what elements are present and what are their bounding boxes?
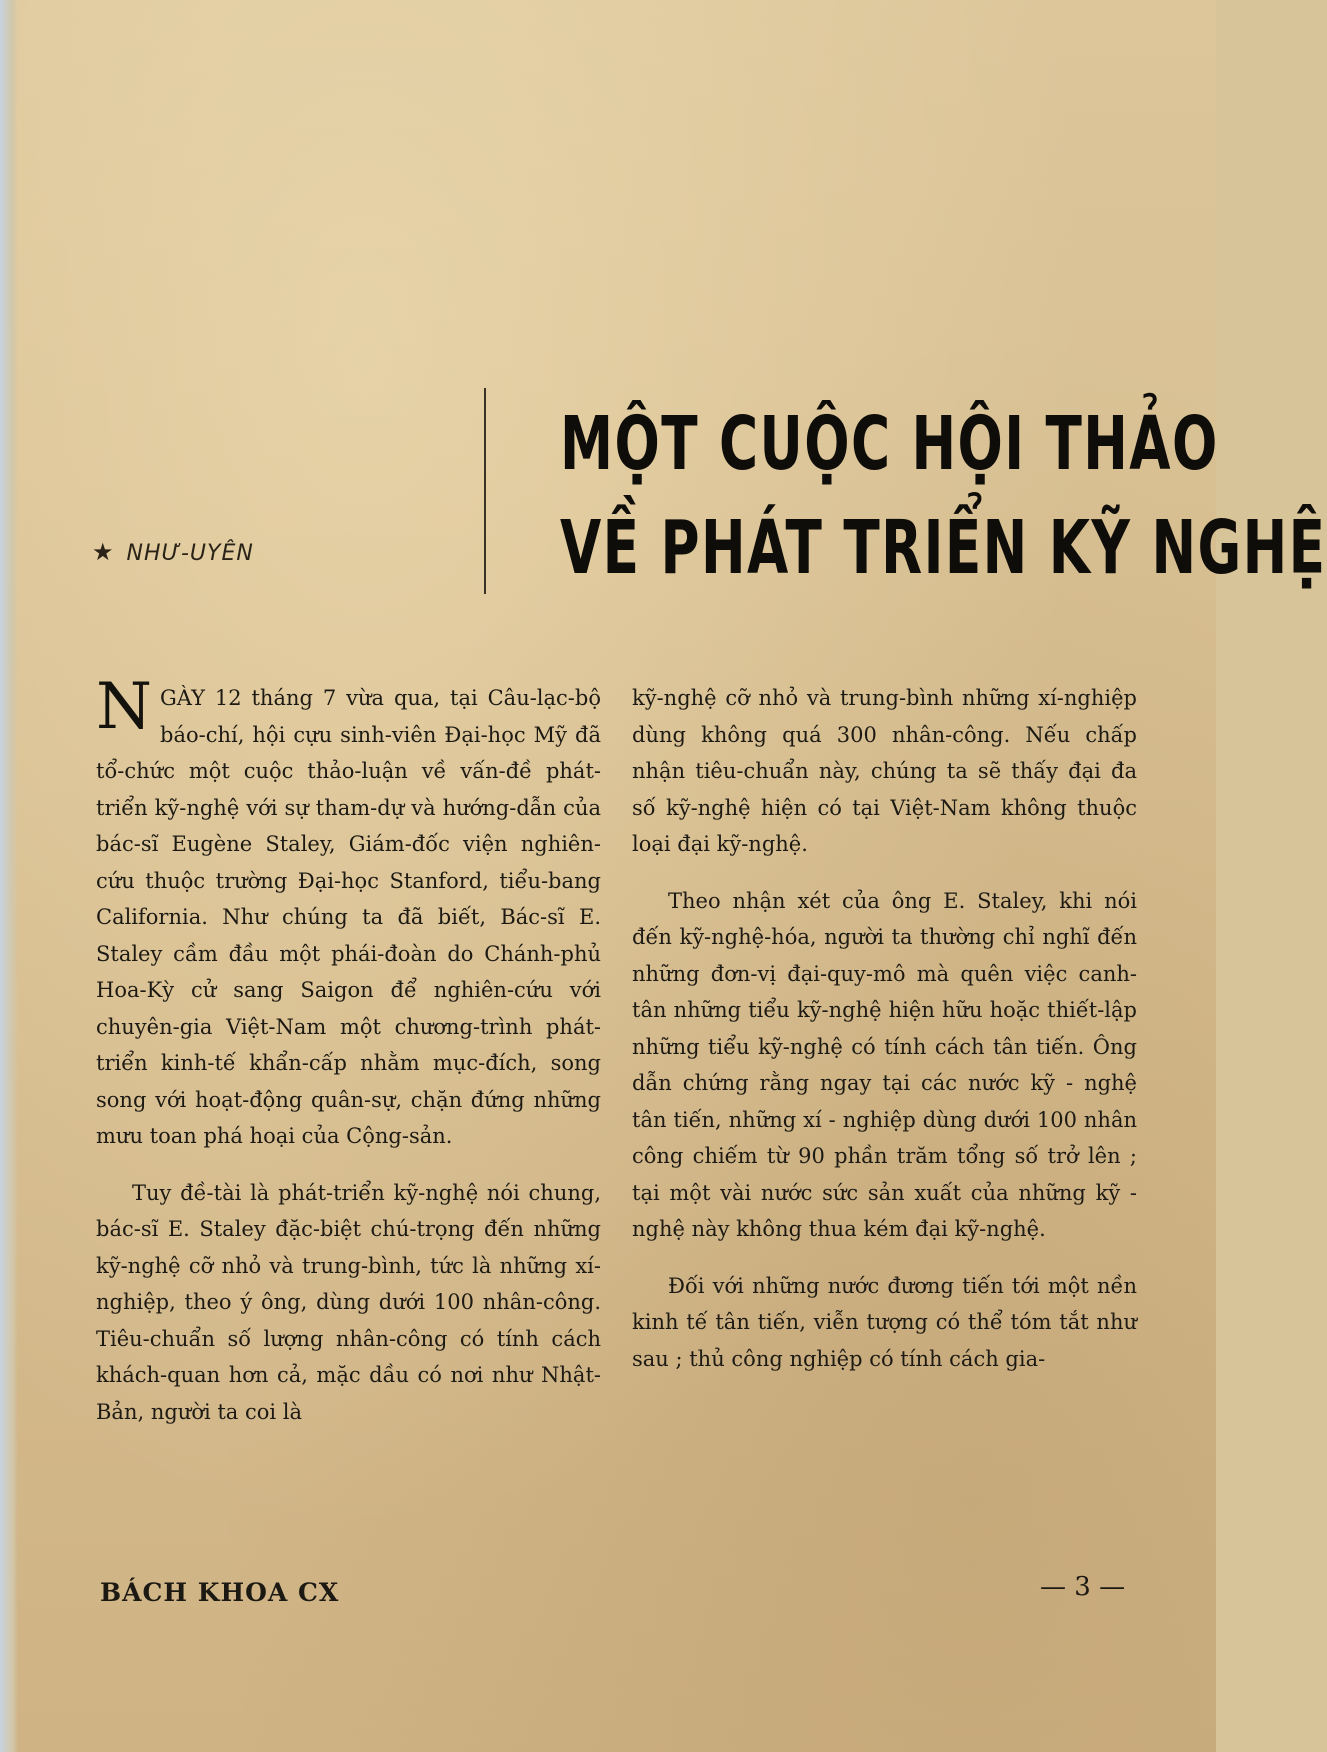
publication-name: BÁCH KHOA CX [100, 1578, 340, 1607]
author-name: NHƯ-UYÊN [126, 541, 254, 566]
drop-cap: N [96, 670, 152, 744]
article-title [560, 392, 1327, 600]
paragraph: Theo nhận xét của ông E. Staley, khi nói đến kỹ-nghệ-hóa, người ta thường chỉ nghĩ đến những đơn-vị đại-quy-mô mà quên việc canh-tân những tiểu kỹ-nghệ hiện hữu hoặc thiết-lập những tiểu kỹ-nghệ có tính cách tân tiến. Ông dẫn chứng rằng ngay tại các nước kỹ - nghệ tân tiến, những xí - nghiệp dùng dưới 100 nhân công chiếm từ 90 phần trăm tổng số trở lên ; tại một vài nước sức sản xuất của những kỹ - nghệ này không thua kém đại kỹ-nghệ. [632, 888, 1137, 1241]
star-icon: ★ [92, 538, 115, 566]
title-divider [484, 388, 486, 594]
author-byline [92, 538, 254, 566]
torn-page-edge [0, 0, 18, 1752]
left-column [96, 670, 601, 1450]
right-column [632, 680, 1137, 1397]
paragraph: Đối với những nước đương tiến tới một nền kinh tế tân tiến, viễn tượng có thể tóm tắt như sau ; thủ công nghiệp có tính cách gia- [632, 1273, 1137, 1371]
title-line-1: MỘT CUỘC HỘI THẢO [560, 401, 1219, 487]
paragraph: kỹ-nghệ cỡ nhỏ và trung-bình những xí-nghiệp dùng không quá 300 nhân-công. Nếu chấp nhận tiêu-chuẩn này, chúng ta sẽ thấy đại đa số kỹ-nghệ hiện có tại Việt-Nam không thuộc loại đại kỹ-nghệ. [632, 686, 1137, 856]
page-number: — 3 — [1040, 1572, 1126, 1602]
paragraph [96, 670, 601, 1155]
title-line-2: VỀ PHÁT TRIỂN KỸ NGHỆ [560, 505, 1327, 591]
paragraph: Tuy đề-tài là phát-triển kỹ-nghệ nói chung, bác-sĩ E. Staley đặc-biệt chú-trọng đến những kỹ-nghệ cỡ nhỏ và trung-bình, tức là những xí-nghiệp, theo ý ông, dùng dưới 100 nhân-công. Tiêu-chuẩn số lượng nhân-công có tính cách khách-quan hơn cả, mặc dầu có nơi như Nhật-Bản, người ta coi là [96, 1180, 601, 1424]
paragraph-text: GÀY 12 tháng 7 vừa qua, tại Câu-lạc-bộ báo-chí, hội cựu sinh-viên Đại-học Mỹ đã tổ-chức một cuộc thảo-luận về vấn-đề phát-triển kỹ-nghệ với sự tham-dự và hướng-dẫn của bác-sĩ Eugène Staley, Giám-đốc viện nghiên-cứu thuộc trường Đại-học Stanford, tiểu-bang California. Như chúng ta đã biết, Bác-sĩ E. Staley cầm đầu một phái-đoàn do Chánh-phủ Hoa-Kỳ cử sang Saigon để nghiên-cứu với chuyên-gia Việt-Nam một chương-trình phát-triển kinh-tế khẩn-cấp nhằm mục-đích, song song với hoạt-động quân-sự, chặn đứng những mưu toan phá hoại của Cộng-sản. [96, 686, 601, 1148]
